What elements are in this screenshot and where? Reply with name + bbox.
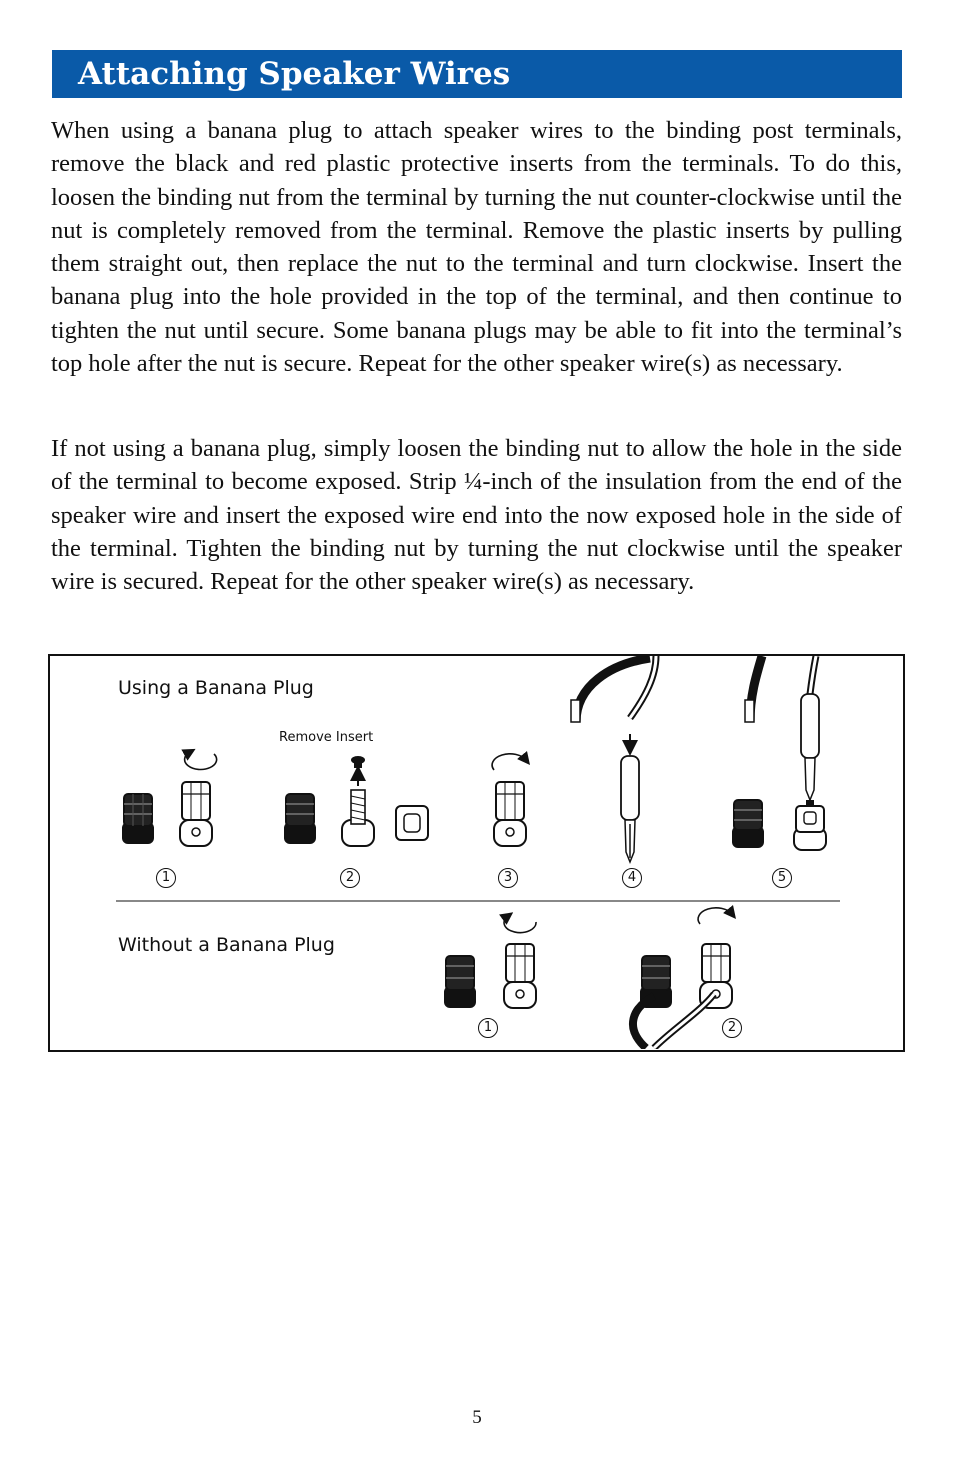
- banana-plug-heading: Using a Banana Plug: [118, 677, 314, 699]
- banana-plug-icon: [621, 756, 639, 862]
- section-title: Attaching Speaker Wires: [78, 56, 511, 92]
- paragraph-no-banana-plug: If not using a banana plug, simply loosen the binding nut to allow the hole in the side of the terminal to become exposed. Strip ¼-inch of the insulation from the end of the speaker wire and insert the exposed wire end into the now exposed hole in the side of the terminal. Tighten the binding nut by turning the nut clockwise until the speaker wire is secured. Repeat for the other speaker wire(s) as necessary.: [51, 435, 902, 596]
- wire-tip-icon: [745, 700, 754, 722]
- step-number-3: 3: [498, 868, 518, 888]
- step-number-2: 2: [722, 1018, 742, 1038]
- clockwise-arrow-icon: [698, 908, 732, 924]
- plastic-insert-icon: [351, 756, 365, 768]
- wire-tip-icon: [571, 700, 580, 722]
- counterclockwise-arrow-icon: [504, 916, 536, 933]
- diagram-illustration: [50, 656, 902, 1049]
- no-banana-plug-heading: Without a Banana Plug: [118, 934, 335, 956]
- loose-nut-icon: [396, 806, 428, 840]
- paragraph-banana-plug: When using a banana plug to attach speaker wires to the binding post terminals, remove the black and red plastic protective inserts from the terminals. To do this, loosen the binding nut from the terminal by turning the nut counter-clockwise until the nut is completely removed from the terminal. Remove the plastic inserts by pulling them straight out, then replace the nut to the terminal and turn clockwise. Insert the banana plug into the hole provided in the top of the terminal, and then continue to tighten the nut until secure. Some banana plugs may be able to fit into the terminal’s top hole after the nut is secure. Repeat for the other speaker wire(s) as necessary.: [51, 117, 902, 378]
- page-number: 5: [472, 1407, 482, 1428]
- threaded-post-icon: [342, 790, 374, 846]
- black-terminal-icon: [284, 794, 316, 844]
- step-number-5: 5: [772, 868, 792, 888]
- red-terminal-icon: [504, 944, 536, 1008]
- section-title-banner: [52, 50, 902, 98]
- black-wire-icon: [576, 658, 650, 722]
- installation-diagram: [48, 654, 905, 1052]
- clockwise-arrow-icon: [492, 754, 526, 770]
- banana-plug-icon: [801, 694, 819, 800]
- step-number-4: 4: [622, 868, 642, 888]
- black-terminal-icon: [122, 794, 154, 844]
- red-terminal-icon: [180, 782, 212, 846]
- step-number-2: 2: [340, 868, 360, 888]
- step-number-1: 1: [478, 1018, 498, 1038]
- black-terminal-icon: [444, 956, 476, 1008]
- black-terminal-icon: [732, 800, 764, 848]
- remove-insert-label: Remove Insert: [279, 730, 374, 745]
- step-number-1: 1: [156, 868, 176, 888]
- red-terminal-icon: [700, 944, 732, 1008]
- red-terminal-icon: [794, 806, 826, 850]
- counterclockwise-arrow-icon: [185, 752, 217, 769]
- red-terminal-icon: [494, 782, 526, 846]
